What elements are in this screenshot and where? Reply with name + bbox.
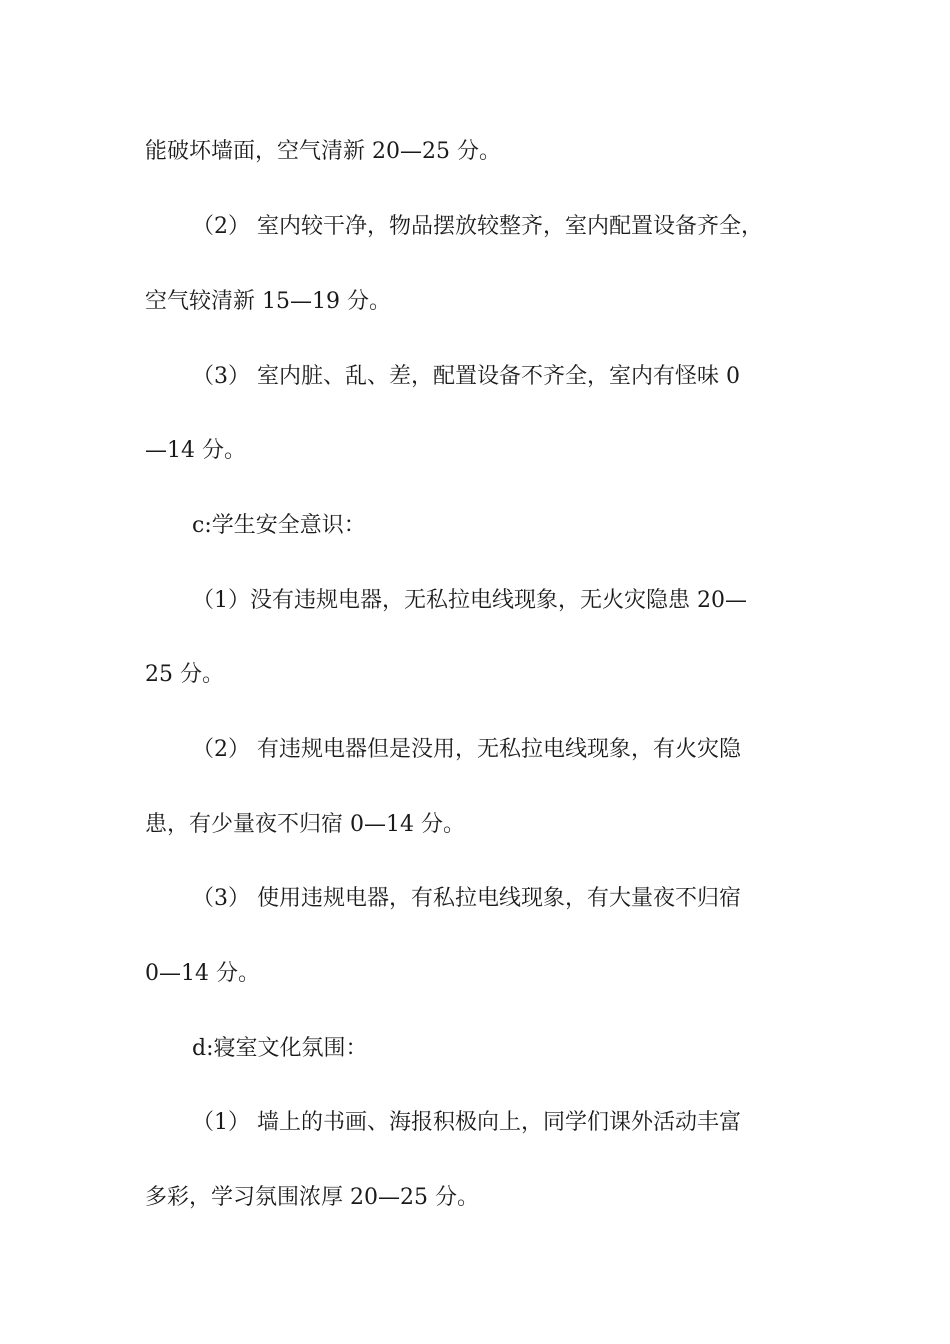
paragraph-line: 25 分。: [145, 662, 224, 687]
paragraph-line: 患，有少量夜不归宿 0—14 分。: [145, 812, 465, 837]
paragraph-line: （3） 使用违规电器，有私拉电线现象，有大量夜不归宿: [192, 886, 741, 911]
paragraph-line: 空气较清新 15—19 分。: [145, 289, 391, 314]
paragraph-line: （3） 室内脏、乱、差，配置设备不齐全，室内有怪味 0: [192, 364, 740, 389]
paragraph-line: （1）没有违规电器，无私拉电线现象，无火灾隐患 20—: [192, 588, 747, 613]
section-heading: c:学生安全意识：: [192, 513, 366, 538]
paragraph-line: 0—14 分。: [145, 961, 260, 986]
paragraph-line: （2） 室内较干净，物品摆放较整齐，室内配置设备齐全，: [192, 214, 763, 239]
paragraph-line: 多彩，学习氛围浓厚 20—25 分。: [145, 1185, 479, 1210]
section-heading: d:寝室文化氛围：: [192, 1036, 368, 1061]
paragraph-line: 能破坏墙面，空气清新 20—25 分。: [145, 139, 501, 164]
paragraph-line: （2） 有违规电器但是没用，无私拉电线现象，有火灾隐: [192, 737, 741, 762]
paragraph-line: （1） 墙上的书画、海报积极向上，同学们课外活动丰富: [192, 1110, 741, 1135]
paragraph-line: —14 分。: [145, 438, 246, 463]
